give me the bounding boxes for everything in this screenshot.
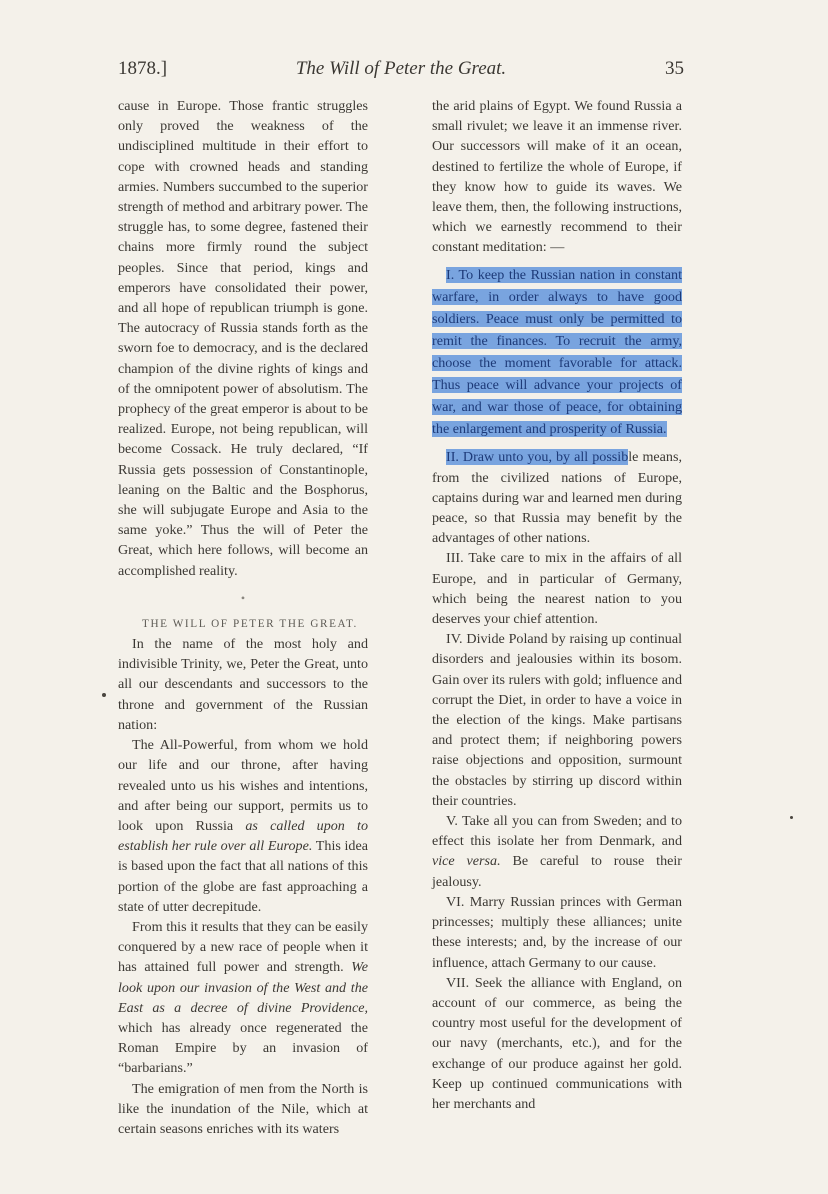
instruction-2 <box>432 446 682 549</box>
instruction-5-text-a: V. Take all you can from Sweden; and to effect this isolate her from Denmark, and <box>432 813 682 850</box>
instruction-5-italic: vice versa. <box>432 853 501 870</box>
ink-speck <box>790 816 793 819</box>
left-paragraph-3-text-a: The All-Powerful, from whom we hold our life and our throne, after having revealed unto us his wishes and intentions, and after being our support, permits us to look upon Russia <box>118 737 368 834</box>
instruction-5-text-b: Be careful to rouse their jealousy. <box>432 853 682 890</box>
ink-speck <box>102 693 106 697</box>
highlighted-selection-end[interactable]: II. Draw unto you, by all possib <box>446 448 629 465</box>
instruction-7: VII. Seek the alliance with England, on account of our commerce, as being the country most useful for the development of our navy (merchants, etc.), and for the exchange of our produce against her gold. Keep up continued communications with her merchants and <box>432 974 682 1112</box>
left-paragraph-3-italic: as called upon to establish her rule over all Europe. <box>118 817 368 855</box>
right-column <box>432 96 682 1114</box>
instruction-5 <box>432 811 682 892</box>
section-divider: • <box>240 590 246 605</box>
left-paragraph-5: The emigration of men from the North is like the inundation of the Nile, which at certain seasons enriches with its waters <box>118 1080 368 1137</box>
right-paragraph-1: the arid plains of Egypt. We found Russia a small rivulet; we leave it an immense river. Our successors will make of it an ocean, destined to fertilize the whole of Europe, if they know how to guide its waves. We leave them, then, the following instructions, which we earnestly recommend to their constant meditation: — <box>432 98 682 256</box>
instruction-4: IV. Divide Poland by raising up continual disorders and jealousies within its bosom. Gain over its rulers with gold; influence and corrupt the Diet, in order to have a voice in the election of the kings. Make partisans and protect them; if neighboring powers raise objections and opposition, surmount the obstacles by stirring up discord within their countries. <box>432 631 682 809</box>
left-paragraph-3-text-b: This idea is based upon the fact that all nations of this portion of the globe are fast approaching a state of utter decrepitude. <box>118 838 368 915</box>
section-title: THE WILL OF PETER THE GREAT. <box>142 617 358 630</box>
left-column <box>118 96 368 1139</box>
instruction-1[interactable] <box>432 264 682 440</box>
header-title: The Will of Peter the Great. <box>295 58 507 79</box>
left-paragraph-4-text-b: which has already once regenerated the Roman Empire by an invasion of “barbarians.” <box>118 1019 368 1077</box>
page-number: 35 <box>665 58 684 79</box>
left-paragraph-3 <box>118 735 368 917</box>
left-paragraph-1: cause in Europe. Those frantic struggles only proved the weakness of the undisciplined multitude in their effort to cope with crowned heads and standing armies. Numbers succumbed to the superior strength of method and arbitrary power. The struggle has, to some degree, fastened their chains more firmly round the subject peoples. Since that period, kings and emperors have consolidated their power, and all hope of republican triumph is gone. The autocracy of Russia stands forth as the sworn foe to democracy, and is the declared champion of the divine rights of kings and of the omnipotent power of absolutism. The prophecy of the great emperor is about to be realized. Europe, not being republican, will become Cossack. He truly declared, “If Russia gets possession of Constantinople, leaning on the Baltic and the Bosphorus, she will subjugate Europe and Asia to the same yoke.” Thus the will of Peter the Great, which here follows, will become an accomplished reality. <box>118 98 368 579</box>
left-paragraph-4-text-a: From this it results that they can be easily conquered by a new race of people when it has attained full power and strength. <box>118 918 368 976</box>
left-paragraph-2: In the name of the most holy and indivisible Trinity, we, Peter the Great, unto all our descendants and successors to the throne and government of the Russian nation: <box>118 636 368 733</box>
header-year: 1878.] <box>118 58 168 79</box>
running-header <box>118 58 684 90</box>
left-paragraph-4-italic: We look upon our invasion of the West and the East as a decree of divine Providence, <box>118 959 368 1016</box>
highlighted-selection[interactable]: I. To keep the Russian nation in constant warfare, in order always to have good soldiers. Peace must only be permitted to remit the finances. To recruit the army, choose the moment favorable for attack. Thus peace will advance your projects of war, and war those of peace, for obtaining the enlargement and prosperity of Russia. <box>432 266 682 437</box>
left-paragraph-4 <box>118 917 368 1079</box>
instruction-3: III. Take care to mix in the affairs of all Europe, and in particular of Germany, which being the nearest nation to you deserves your chief attention. <box>432 550 682 628</box>
instruction-6: VI. Marry Russian princes with German princesses; multiply these alliances; unite these interests; and, by the increase of our influence, attach Germany to our cause. <box>432 893 682 971</box>
instruction-2-rest: le means, from the civilized nations of Europe, captains during war and learned men during peace, so that Russia may benefit by the advantages of other nations. <box>432 448 682 547</box>
